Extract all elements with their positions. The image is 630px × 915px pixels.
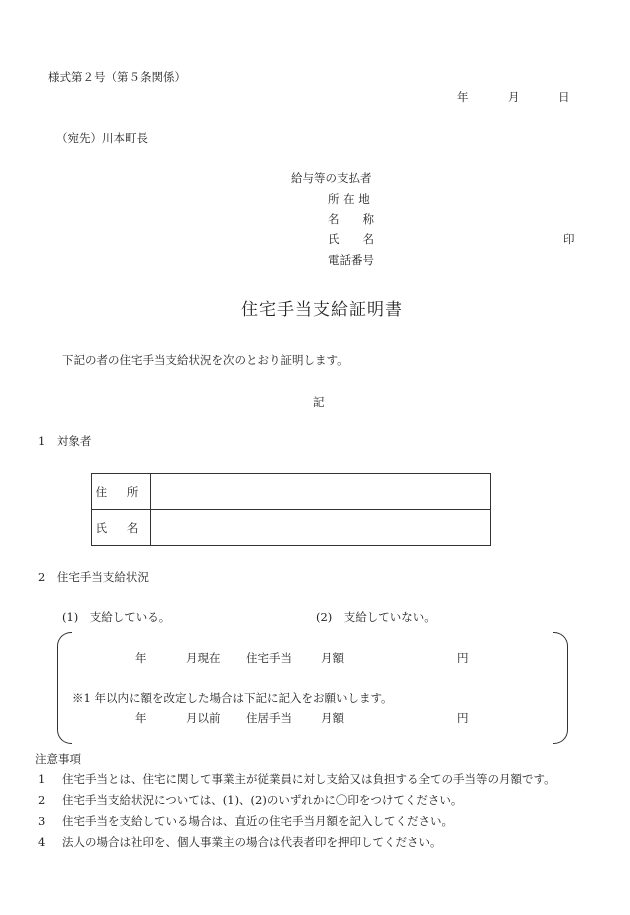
line1-month: 月現在 [186, 651, 221, 665]
name-label: 氏 名 [92, 510, 151, 546]
payer-heading: 給与等の支払者 [291, 171, 372, 185]
line2-yen: 円 [457, 711, 469, 725]
line1-year: 年 [135, 651, 147, 665]
section1-heading: 1 対象者 [38, 434, 92, 448]
payer-address-label: 所 在 地 [328, 192, 370, 206]
payer-name-label: 名 称 [328, 212, 374, 226]
ki-mark: 記 [313, 395, 325, 409]
revision-note: ※1 年以内に額を改定した場合は下記に記入をお願いします。 [72, 691, 393, 705]
name-field[interactable] [151, 510, 491, 546]
option-not-paying[interactable]: (2) 支給していない。 [316, 610, 436, 624]
note-number: 3 [38, 814, 46, 828]
bracket-left [57, 632, 72, 744]
date-year: 年 [457, 90, 469, 104]
address-label: 住 所 [92, 474, 151, 510]
note-text: 住宅手当支給状況については、(1)、(2)のいずれかに〇印をつけてください。 [62, 793, 463, 807]
address-field[interactable] [151, 474, 491, 510]
intro-text: 下記の者の住宅手当支給状況を次のとおり証明します。 [62, 353, 349, 367]
addressee: （宛先）川本町長 [56, 131, 148, 145]
date-day: 日 [558, 90, 570, 104]
line2-year: 年 [135, 711, 147, 725]
section2-heading: 2 住宅手当支給状況 [38, 570, 149, 584]
note-text: 法人の場合は社印を、個人事業主の場合は代表者印を押印してください。 [62, 835, 442, 849]
line2-amount: 月額 [321, 711, 344, 725]
table-row [92, 474, 491, 510]
line1-amount: 月額 [321, 651, 344, 665]
note-number: 2 [38, 793, 46, 807]
payer-person-label: 氏 名 [328, 232, 374, 246]
table-row [92, 510, 491, 546]
note-number: 1 [38, 772, 46, 786]
option-paying[interactable]: (1) 支給している。 [62, 610, 171, 624]
bracket-right [553, 632, 568, 744]
line1-item: 住宅手当 [246, 651, 292, 665]
note-text: 住宅手当とは、住宅に関して事業主が従業員に対し支給又は負担する全ての手当等の月額です。 [62, 772, 556, 786]
line2-item: 住居手当 [246, 711, 292, 725]
seal-mark: 印 [563, 232, 575, 246]
line2-month: 月以前 [186, 711, 221, 725]
payer-phone-label: 電話番号 [328, 253, 374, 267]
form-number: 様式第２号（第５条関係） [48, 70, 186, 84]
document-title: 住宅手当支給証明書 [241, 300, 403, 320]
date-month: 月 [508, 90, 520, 104]
note-number: 4 [38, 835, 46, 849]
target-person-table [91, 473, 491, 546]
notes-heading: 注意事項 [35, 752, 81, 766]
line1-yen: 円 [457, 651, 469, 665]
note-text: 住宅手当を支給している場合は、直近の住宅手当月額を記入してください。 [62, 814, 453, 828]
